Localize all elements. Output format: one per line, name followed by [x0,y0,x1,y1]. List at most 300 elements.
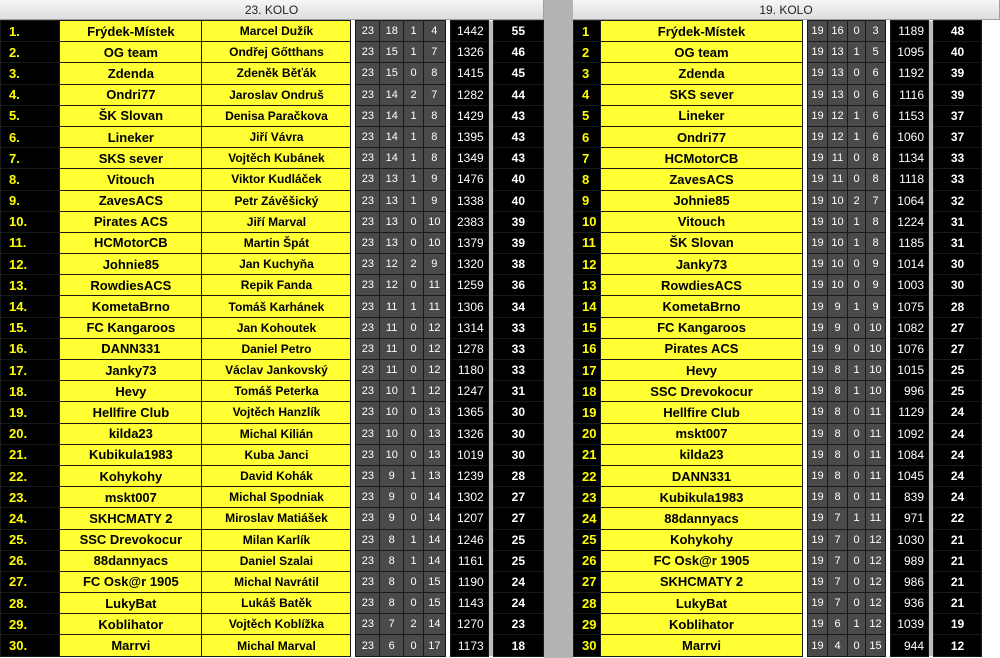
played-cell: 19 [808,84,828,105]
table-row [574,254,982,275]
draws-cell: 1 [404,550,424,571]
rank-cell: 7. [1,148,60,169]
rank-cell: 26 [574,550,601,571]
losses-cell: 8 [423,63,445,84]
points-cell: 37 [934,126,982,147]
score-cell: 1076 [891,338,929,359]
played-cell: 23 [356,126,380,147]
table-row [1,402,544,423]
team-name: DANN331 [60,338,202,359]
wins-cell: 10 [828,211,848,232]
manager-name: Martin Špát [202,232,351,253]
score-cell: 1429 [450,105,488,126]
table-row [574,148,982,169]
manager-name: Tomáš Karhánek [202,296,351,317]
team-name: Ondri77 [60,84,202,105]
points-cell: 25 [934,360,982,381]
draws-cell: 0 [848,402,866,423]
wins-cell: 8 [828,487,848,508]
table-row [574,508,982,529]
played-cell: 19 [808,465,828,486]
rank-cell: 7 [574,148,601,169]
team-name: FC Kangaroos [601,317,803,338]
losses-cell: 11 [866,423,886,444]
team-name: SSC Drevokocur [601,381,803,402]
draws-cell: 1 [404,190,424,211]
draws-cell: 0 [404,423,424,444]
manager-name: Václav Jankovský [202,360,351,381]
wins-cell: 4 [828,635,848,656]
draws-cell: 0 [404,360,424,381]
table-row [1,571,544,592]
table-row [1,338,544,359]
played-cell: 19 [808,105,828,126]
points-cell: 24 [493,571,543,592]
manager-name: David Kohák [202,465,351,486]
score-cell: 1189 [891,21,929,42]
points-cell: 27 [493,508,543,529]
rank-cell: 17. [1,360,60,381]
played-cell: 19 [808,529,828,550]
points-cell: 18 [493,635,543,656]
standings-table-right [573,20,982,657]
team-name: Hellfire Club [601,402,803,423]
draws-cell: 0 [404,487,424,508]
team-name: Kubikula1983 [60,444,202,465]
panel-divider [544,0,573,658]
rank-cell: 4. [1,84,60,105]
table-row [574,211,982,232]
points-cell: 30 [493,423,543,444]
team-name: SKS sever [60,148,202,169]
points-cell: 43 [493,126,543,147]
table-row [1,21,544,42]
score-cell: 1143 [450,593,488,614]
played-cell: 19 [808,444,828,465]
wins-cell: 8 [828,360,848,381]
table-row [1,126,544,147]
wins-cell: 12 [380,275,404,296]
score-cell: 1084 [891,444,929,465]
wins-cell: 11 [380,360,404,381]
points-cell: 46 [493,42,543,63]
round-title-left: 23. KOLO [0,0,544,20]
team-name: HCMotorCB [60,232,202,253]
losses-cell: 7 [423,84,445,105]
draws-cell: 0 [404,317,424,338]
wins-cell: 12 [828,126,848,147]
score-cell: 1153 [891,105,929,126]
draws-cell: 0 [404,338,424,359]
manager-name: Petr Závěšický [202,190,351,211]
played-cell: 23 [356,529,380,550]
score-cell: 1306 [450,296,488,317]
points-cell: 24 [493,593,543,614]
table-row [574,317,982,338]
table-row [574,126,982,147]
points-cell: 25 [934,381,982,402]
played-cell: 19 [808,190,828,211]
score-cell: 1185 [891,232,929,253]
losses-cell: 13 [423,444,445,465]
score-cell: 1019 [450,444,488,465]
losses-cell: 9 [866,275,886,296]
team-name: Zdenda [601,63,803,84]
losses-cell: 12 [423,338,445,359]
rank-cell: 8. [1,169,60,190]
points-cell: 33 [934,169,982,190]
team-name: 88dannyacs [60,550,202,571]
played-cell: 19 [808,254,828,275]
played-cell: 19 [808,148,828,169]
rank-cell: 10 [574,211,601,232]
wins-cell: 16 [828,21,848,42]
table-row [1,593,544,614]
table-row [574,84,982,105]
losses-cell: 14 [423,529,445,550]
points-cell: 28 [934,296,982,317]
points-cell: 27 [493,487,543,508]
rank-cell: 20. [1,423,60,444]
draws-cell: 1 [848,126,866,147]
score-cell: 1129 [891,402,929,423]
team-name: kilda23 [60,423,202,444]
team-name: ZavesACS [60,190,202,211]
score-cell: 1239 [450,465,488,486]
losses-cell: 12 [866,550,886,571]
wins-cell: 11 [380,296,404,317]
played-cell: 23 [356,317,380,338]
losses-cell: 8 [866,211,886,232]
rank-cell: 9. [1,190,60,211]
table-row [574,169,982,190]
table-row [574,402,982,423]
score-cell: 1116 [891,84,929,105]
points-cell: 39 [493,232,543,253]
points-cell: 31 [934,211,982,232]
rank-cell: 14. [1,296,60,317]
manager-name: Repik Fanda [202,275,351,296]
wins-cell: 6 [828,614,848,635]
standings-body-right [574,21,982,657]
rank-cell: 19 [574,402,601,423]
wins-cell: 9 [828,338,848,359]
losses-cell: 12 [866,614,886,635]
score-cell: 1118 [891,169,929,190]
draws-cell: 0 [848,21,866,42]
played-cell: 23 [356,381,380,402]
team-name: KometaBrno [60,296,202,317]
losses-cell: 11 [866,487,886,508]
rank-cell: 23 [574,487,601,508]
wins-cell: 11 [828,169,848,190]
played-cell: 19 [808,211,828,232]
played-cell: 23 [356,593,380,614]
wins-cell: 13 [380,232,404,253]
table-row [574,275,982,296]
score-cell: 1326 [450,423,488,444]
rank-cell: 5 [574,105,601,126]
manager-name: Lukáš Batěk [202,593,351,614]
manager-name: Jiří Vávra [202,126,351,147]
score-cell: 1282 [450,84,488,105]
rank-cell: 13. [1,275,60,296]
points-cell: 28 [493,465,543,486]
standings-body-left [1,21,544,657]
table-row [574,42,982,63]
played-cell: 19 [808,635,828,656]
score-cell: 986 [891,571,929,592]
losses-cell: 14 [423,508,445,529]
losses-cell: 14 [423,487,445,508]
rank-cell: 9 [574,190,601,211]
score-cell: 1060 [891,126,929,147]
table-row [1,635,544,656]
draws-cell: 1 [404,126,424,147]
score-cell: 989 [891,550,929,571]
table-row [1,84,544,105]
wins-cell: 14 [380,105,404,126]
wins-cell: 7 [828,508,848,529]
rank-cell: 12 [574,254,601,275]
score-cell: 944 [891,635,929,656]
wins-cell: 8 [828,423,848,444]
wins-cell: 10 [828,232,848,253]
rank-cell: 8 [574,169,601,190]
score-cell: 1180 [450,360,488,381]
rank-cell: 13 [574,275,601,296]
table-row [1,296,544,317]
played-cell: 23 [356,254,380,275]
team-name: HCMotorCB [601,148,803,169]
score-cell: 2383 [450,211,488,232]
score-cell: 1338 [450,190,488,211]
rank-cell: 21 [574,444,601,465]
played-cell: 23 [356,550,380,571]
points-cell: 33 [493,338,543,359]
draws-cell: 0 [848,317,866,338]
played-cell: 19 [808,487,828,508]
score-cell: 1379 [450,232,488,253]
played-cell: 23 [356,105,380,126]
score-cell: 1247 [450,381,488,402]
points-cell: 39 [493,211,543,232]
losses-cell: 10 [866,360,886,381]
table-row [1,254,544,275]
wins-cell: 10 [828,275,848,296]
points-cell: 21 [934,571,982,592]
manager-name: Marcel Dužík [202,21,351,42]
rank-cell: 18. [1,381,60,402]
manager-name: Jan Kuchyňa [202,254,351,275]
losses-cell: 14 [423,550,445,571]
points-cell: 32 [934,190,982,211]
wins-cell: 15 [380,63,404,84]
draws-cell: 1 [404,296,424,317]
table-row [574,190,982,211]
draws-cell: 0 [404,571,424,592]
table-row [1,232,544,253]
rank-cell: 25. [1,529,60,550]
points-cell: 24 [934,465,982,486]
points-cell: 33 [493,360,543,381]
losses-cell: 12 [866,529,886,550]
team-name: Vitouch [60,169,202,190]
played-cell: 23 [356,21,380,42]
wins-cell: 10 [828,190,848,211]
wins-cell: 13 [828,63,848,84]
table-row [574,360,982,381]
points-cell: 22 [934,508,982,529]
table-row [574,550,982,571]
losses-cell: 11 [866,444,886,465]
points-cell: 55 [493,21,543,42]
score-cell: 1349 [450,148,488,169]
round-title-right: 19. KOLO [573,0,1000,20]
draws-cell: 1 [404,465,424,486]
losses-cell: 12 [866,593,886,614]
played-cell: 23 [356,423,380,444]
score-cell: 1192 [891,63,929,84]
standings-table-left [0,20,544,657]
table-row [1,444,544,465]
played-cell: 19 [808,232,828,253]
score-cell: 1320 [450,254,488,275]
played-cell: 23 [356,296,380,317]
team-name: LukyBat [60,593,202,614]
draws-cell: 0 [848,487,866,508]
losses-cell: 15 [423,593,445,614]
score-cell: 1224 [891,211,929,232]
score-cell: 1278 [450,338,488,359]
points-cell: 12 [934,635,982,656]
manager-name: Vojtěch Koblížka [202,614,351,635]
losses-cell: 11 [423,275,445,296]
team-name: Zdenda [60,63,202,84]
rank-cell: 19. [1,402,60,423]
team-name: Johnie85 [601,190,803,211]
table-row [1,508,544,529]
manager-name: Daniel Petro [202,338,351,359]
score-cell: 1246 [450,529,488,550]
team-name: kilda23 [601,444,803,465]
draws-cell: 1 [848,381,866,402]
losses-cell: 8 [423,148,445,169]
losses-cell: 6 [866,105,886,126]
manager-name: Daniel Szalai [202,550,351,571]
rank-cell: 25 [574,529,601,550]
team-name: mskt007 [60,487,202,508]
points-cell: 24 [934,444,982,465]
manager-name: Ondřej Gőtthans [202,42,351,63]
draws-cell: 0 [848,63,866,84]
losses-cell: 8 [423,105,445,126]
rank-cell: 2. [1,42,60,63]
draws-cell: 0 [848,529,866,550]
wins-cell: 8 [828,465,848,486]
rank-cell: 16. [1,338,60,359]
wins-cell: 10 [380,381,404,402]
losses-cell: 12 [423,381,445,402]
team-name: KometaBrno [601,296,803,317]
draws-cell: 0 [848,148,866,169]
losses-cell: 8 [866,169,886,190]
wins-cell: 9 [380,465,404,486]
table-row [574,465,982,486]
losses-cell: 12 [423,360,445,381]
score-cell: 839 [891,487,929,508]
rank-cell: 24 [574,508,601,529]
wins-cell: 10 [828,254,848,275]
losses-cell: 11 [866,402,886,423]
draws-cell: 1 [404,529,424,550]
points-cell: 24 [934,487,982,508]
rank-cell: 23. [1,487,60,508]
rank-cell: 5. [1,105,60,126]
team-name: RowdiesACS [60,275,202,296]
losses-cell: 9 [423,190,445,211]
wins-cell: 8 [828,402,848,423]
losses-cell: 9 [866,254,886,275]
rank-cell: 3. [1,63,60,84]
rank-cell: 17 [574,360,601,381]
wins-cell: 12 [380,254,404,275]
draws-cell: 1 [404,169,424,190]
wins-cell: 11 [380,317,404,338]
points-cell: 31 [934,232,982,253]
played-cell: 19 [808,42,828,63]
table-row [1,550,544,571]
rank-cell: 12. [1,254,60,275]
manager-name: Milan Karlík [202,529,351,550]
played-cell: 23 [356,487,380,508]
draws-cell: 0 [848,593,866,614]
score-cell: 1395 [450,126,488,147]
wins-cell: 11 [828,148,848,169]
losses-cell: 3 [866,21,886,42]
draws-cell: 0 [848,550,866,571]
manager-name: Jan Kohoutek [202,317,351,338]
played-cell: 23 [356,508,380,529]
draws-cell: 1 [848,42,866,63]
score-cell: 1082 [891,317,929,338]
team-name: Hellfire Club [60,402,202,423]
team-name: DANN331 [601,465,803,486]
rank-cell: 24. [1,508,60,529]
losses-cell: 8 [866,232,886,253]
draws-cell: 0 [848,275,866,296]
played-cell: 19 [808,63,828,84]
played-cell: 23 [356,614,380,635]
played-cell: 19 [808,614,828,635]
score-cell: 1003 [891,275,929,296]
points-cell: 48 [934,21,982,42]
score-cell: 1045 [891,465,929,486]
wins-cell: 18 [380,21,404,42]
wins-cell: 7 [828,550,848,571]
losses-cell: 4 [423,21,445,42]
wins-cell: 14 [380,148,404,169]
score-cell: 1365 [450,402,488,423]
draws-cell: 0 [404,593,424,614]
team-name: Koblihator [601,614,803,635]
team-name: SSC Drevokocur [60,529,202,550]
table-row [1,211,544,232]
table-row [574,635,982,656]
played-cell: 19 [808,126,828,147]
manager-name: Zdeněk Běťák [202,63,351,84]
manager-name: Miroslav Matiášek [202,508,351,529]
